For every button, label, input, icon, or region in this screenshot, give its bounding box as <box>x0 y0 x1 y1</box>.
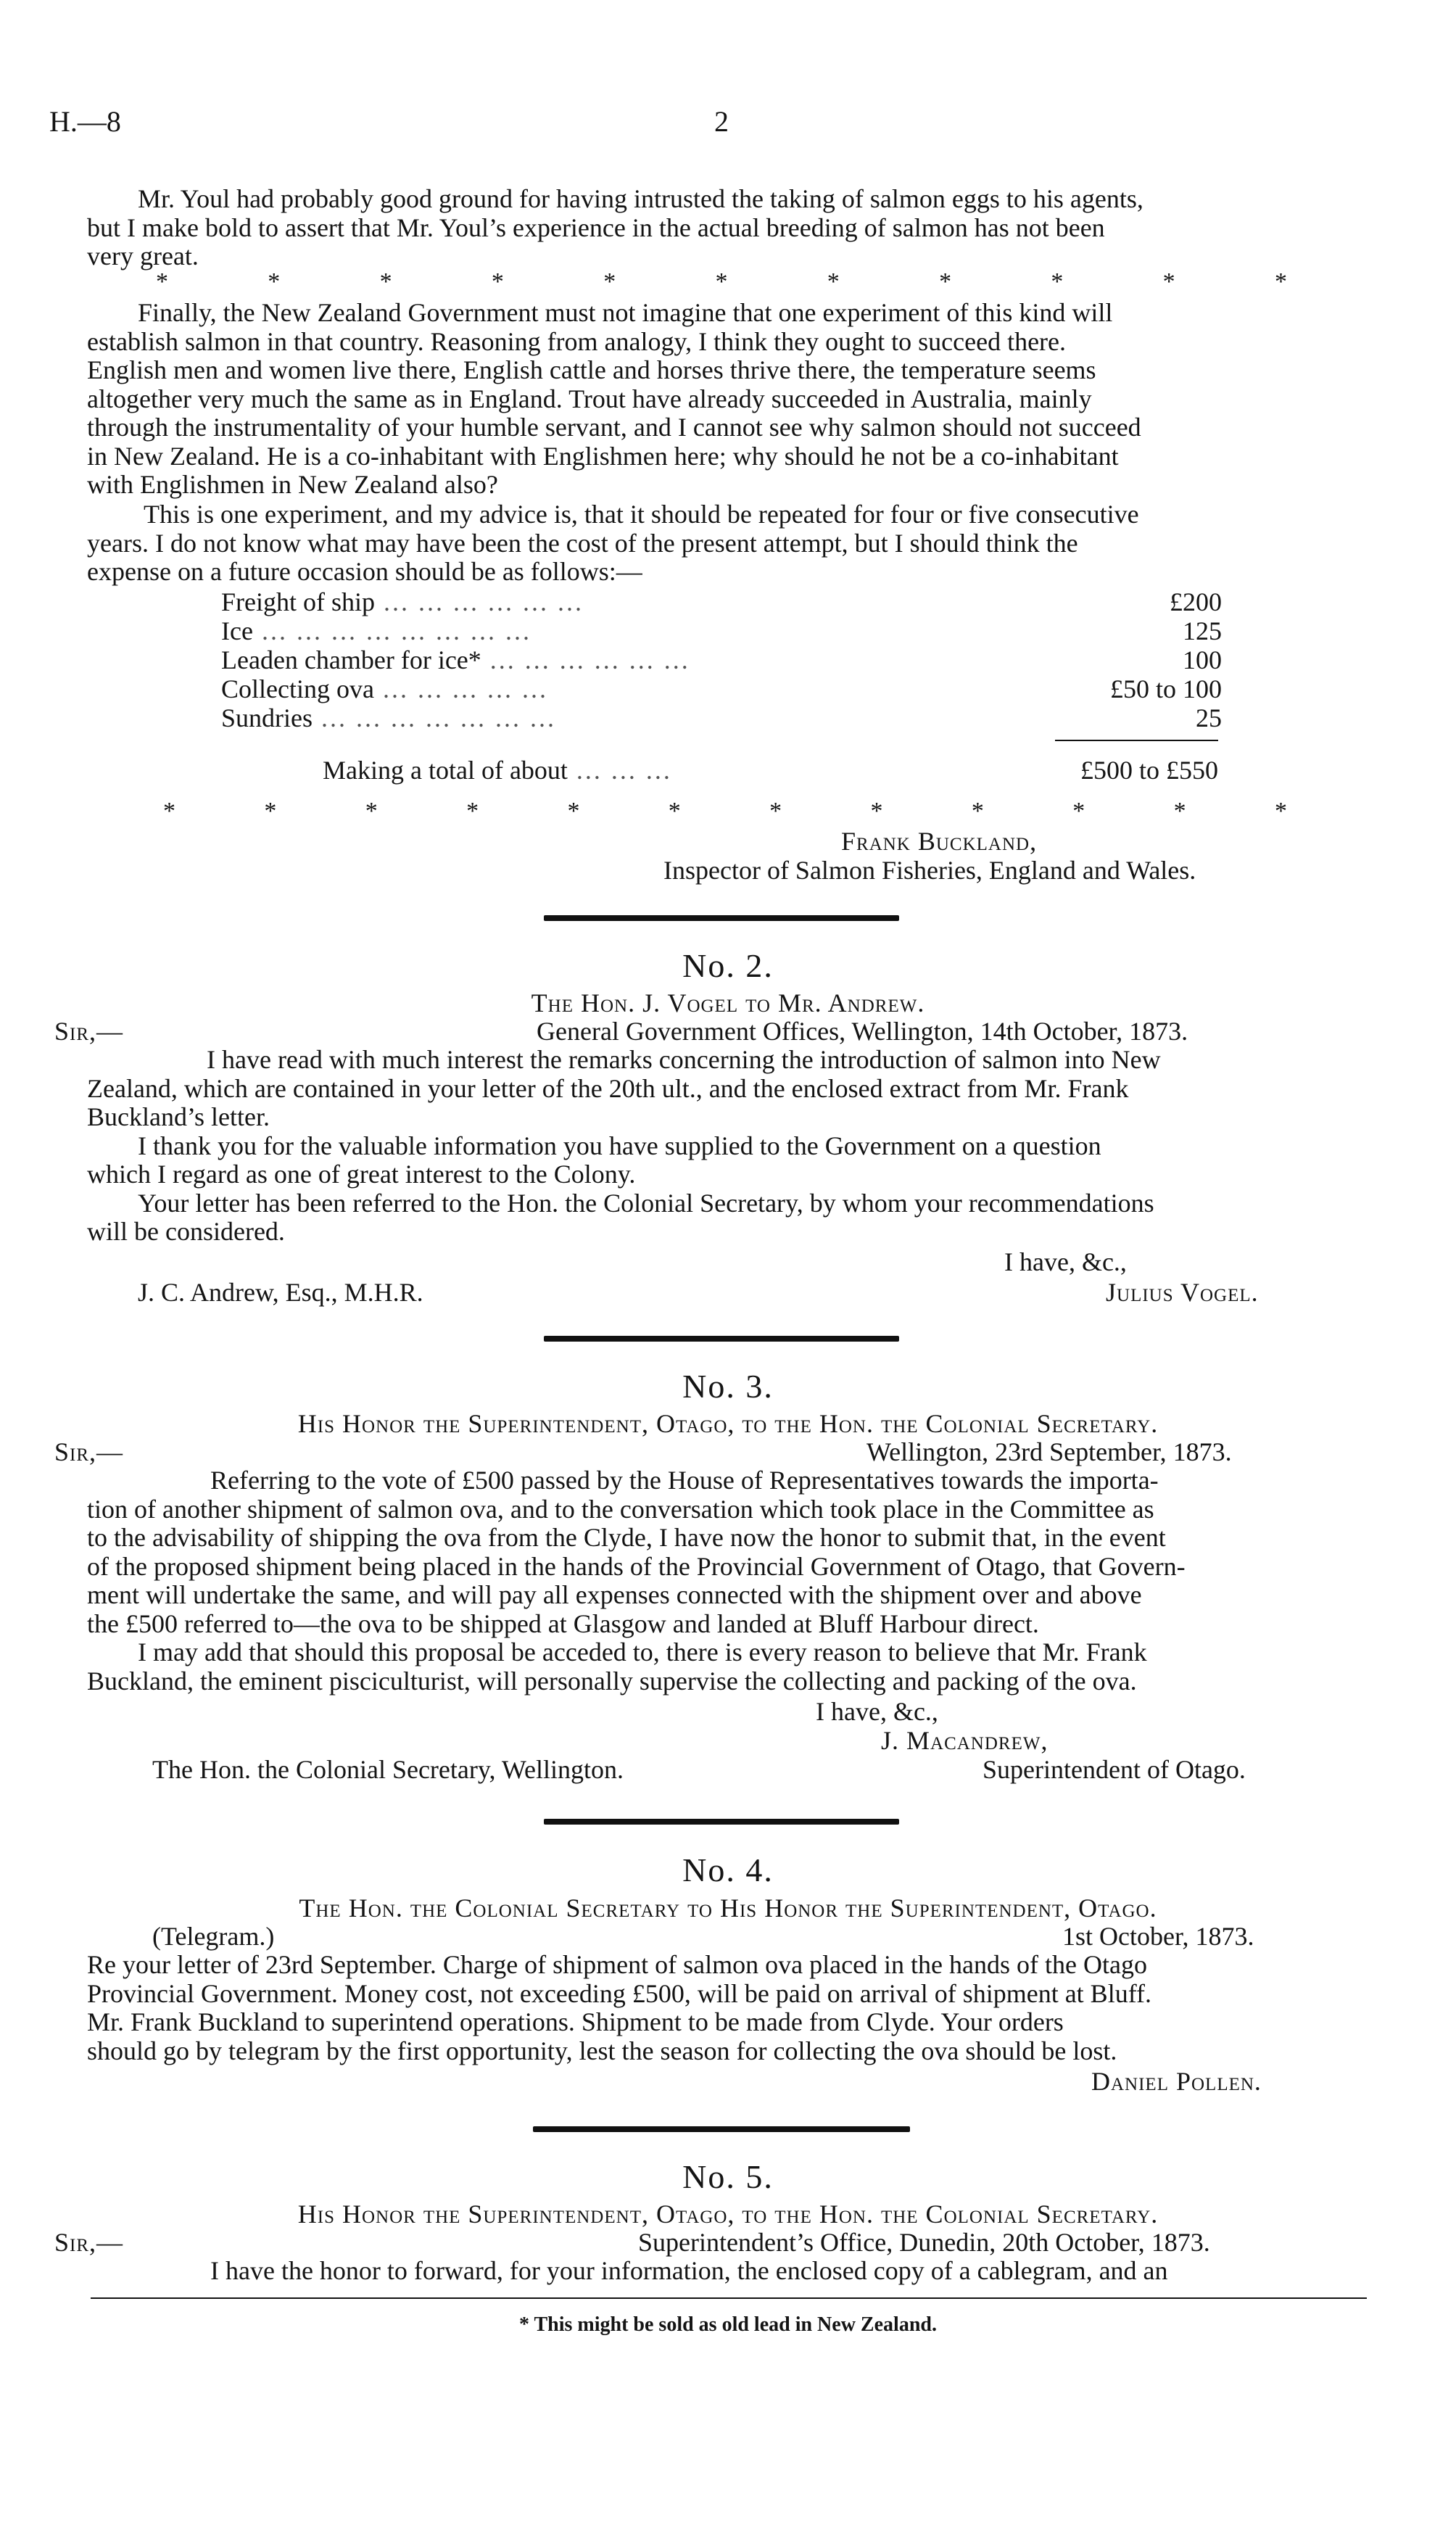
telegram-label: (Telegram.) <box>152 1922 275 1951</box>
text-line: very great. <box>87 241 199 270</box>
signature: J. Macandrew, <box>881 1726 1048 1755</box>
star: * <box>163 798 175 825</box>
signature-title: Inspector of Salmon Fisheries, England and Wales. <box>663 856 1196 885</box>
text-line: I may add that should this proposal be acceded to, there is every reason to believe that Mr. Frank <box>138 1638 1147 1667</box>
letter-body-no2 <box>87 1046 1367 1247</box>
signature: Daniel Pollen. <box>1091 2067 1262 2096</box>
cost-amount: 25 <box>1196 703 1222 732</box>
cost-row <box>221 674 1222 703</box>
cost-amount: £50 to 100 <box>1109 674 1222 703</box>
text-line: Finally, the New Zealand Government must not imagine that one experiment of this kind will <box>138 298 1113 327</box>
footnote: * This might be sold as old lead in New Zealand. <box>519 2313 937 2336</box>
cost-row <box>221 587 1222 616</box>
text-line: tion of another shipment of salmon ova, and to the conversation which took place in the Committee as <box>87 1494 1154 1524</box>
leader-dots: ... ... ... ... ... ... ... ... <box>252 616 531 645</box>
text-line: I have read with much interest the remarks concerning the introduction of salmon into New <box>207 1045 1161 1074</box>
star: * <box>1162 268 1175 295</box>
cost-item: Freight of ship <box>221 587 375 616</box>
letter-body-no4 <box>87 1951 1367 2065</box>
star: * <box>365 798 378 825</box>
text-line: I have the honor to forward, for your information, the enclosed copy of a cablegram, and an <box>210 2256 1168 2285</box>
salutation: Sir,— <box>54 1017 124 1046</box>
section-divider <box>544 1819 899 1825</box>
cost-amount: 100 <box>1183 645 1222 674</box>
place-date: Superintendent’s Office, Dunedin, 20th October, 1873. <box>638 2228 1210 2257</box>
letter-title-no3: His Honor the Superintendent, Otago, to the Hon. the Colonial Secretary. <box>297 1409 1159 1438</box>
text-line: in New Zealand. He is a co-inhabitant with Englishmen here; why should he not be a co-inhabitant <box>87 441 1119 471</box>
leader-dots: ... ... ... <box>567 756 672 785</box>
document-reference: H.—8 <box>49 105 121 138</box>
date: 1st October, 1873. <box>1062 1922 1254 1951</box>
text-line: but I make bold to assert that Mr. Youl’s experience in the actual breeding of salmon has not been <box>87 212 1105 242</box>
star: * <box>264 798 277 825</box>
text-line: through the instrumentality of your humble servant, and I cannot see why salmon should not succeed <box>87 413 1141 442</box>
text-line: expense on a future occasion should be as follows:— <box>87 557 642 586</box>
text-line: altogether very much the same as in England. Trout have already succeeded in Australia, mainly <box>87 384 1092 413</box>
section-heading-no2: No. 2. <box>682 947 774 984</box>
cost-amount: 125 <box>1183 616 1222 645</box>
star: * <box>1274 798 1287 825</box>
text-line: will be considered. <box>87 1217 285 1246</box>
cost-amount: £200 <box>1170 587 1222 616</box>
star-separator <box>156 268 1287 296</box>
star: * <box>1274 268 1287 295</box>
text-line: Your letter has been referred to the Hon. the Colonial Secretary, by whom your recommendations <box>138 1188 1154 1218</box>
footnote-rule <box>91 2297 1367 2299</box>
text-line: Buckland’s letter. <box>87 1102 270 1131</box>
cost-item: Collecting ova <box>221 674 374 703</box>
star: * <box>491 268 504 295</box>
section-divider <box>544 915 899 921</box>
text-line: to the advisability of shipping the ova from the Clyde, I have now the honor to submit that, in the event <box>87 1523 1166 1552</box>
text-line: I thank you for the valuable information you have supplied to the Government on a question <box>138 1131 1101 1160</box>
extract-paragraph-3 <box>87 500 1367 587</box>
text-line: Provincial Government. Money cost, not exceeding £500, will be paid on arrival of shipment at Bluff. <box>87 1978 1152 2008</box>
closing: I have, &c., <box>1004 1247 1127 1276</box>
star: * <box>1072 798 1085 825</box>
text-line: ment will undertake the same, and will pay all expenses connected with the shipment over and above <box>87 1580 1142 1609</box>
signature-title: Superintendent of Otago. <box>983 1755 1246 1784</box>
signature: Frank Buckland, <box>841 827 1038 856</box>
star-separator <box>163 798 1287 825</box>
star: * <box>156 268 168 295</box>
total-amount: £500 to £550 <box>1080 756 1218 785</box>
star: * <box>668 798 681 825</box>
text-line: years. I do not know what may have been the cost of the present attempt, but I should think the <box>87 528 1078 558</box>
letter-body-no5 <box>87 2257 1367 2286</box>
section-divider <box>544 1336 899 1342</box>
star: * <box>567 798 580 825</box>
text-line: Referring to the vote of £500 passed by the House of Representatives towards the importa- <box>210 1466 1159 1495</box>
cost-item: Ice <box>221 616 253 645</box>
signature: Julius Vogel. <box>1106 1278 1259 1307</box>
addressee: J. C. Andrew, Esq., M.H.R. <box>138 1278 423 1307</box>
star: * <box>715 268 728 295</box>
cost-row <box>221 645 1222 674</box>
text-line: the £500 referred to—the ova to be shipped at Glasgow and landed at Bluff Harbour direct. <box>87 1608 1039 1638</box>
cost-table <box>221 587 1222 732</box>
cost-item: Leaden chamber for ice* <box>221 645 481 674</box>
letter-title-no2: The Hon. J. Vogel to Mr. Andrew. <box>531 988 925 1017</box>
total-label <box>323 756 672 785</box>
text-line: Mr. Frank Buckland to superintend operations. Shipment to be made from Clyde. Your orders <box>87 2007 1064 2036</box>
star: * <box>466 798 479 825</box>
text-line: which I regard as one of great interest to the Colony. <box>87 1160 636 1189</box>
section-heading-no4: No. 4. <box>682 1851 774 1888</box>
text-line: Zealand, which are contained in your letter of the 20th ult., and the enclosed extract from Mr. Frank <box>87 1073 1129 1103</box>
total-rule <box>1055 740 1218 741</box>
section-heading-no3: No. 3. <box>682 1368 774 1405</box>
leader-dots: ... ... ... ... ... ... <box>375 587 584 616</box>
salutation: Sir,— <box>54 2228 124 2257</box>
closing: I have, &c., <box>816 1697 938 1726</box>
star: * <box>1051 268 1064 295</box>
star: * <box>268 268 281 295</box>
letter-title-no4: The Hon. the Colonial Secretary to His Honor the Superintendent, Otago. <box>299 1893 1157 1923</box>
text-line: establish salmon in that country. Reasoning from analogy, I think they ought to succeed there. <box>87 326 1067 356</box>
salutation: Sir,— <box>54 1437 124 1466</box>
total-label-text: Making a total of about <box>323 756 568 785</box>
cost-row <box>221 703 1222 732</box>
leader-dots: ... ... ... ... ... ... ... <box>313 703 556 732</box>
page-number: 2 <box>714 105 729 138</box>
text-line: Re your letter of 23rd September. Charge of shipment of salmon ova placed in the hands of the Otago <box>87 1950 1147 1979</box>
text-line: of the proposed shipment being placed in the hands of the Provincial Government of Otago, that Govern- <box>87 1551 1186 1581</box>
star: * <box>603 268 616 295</box>
section-heading-no5: No. 5. <box>682 2158 774 2195</box>
letter-body-no3 <box>87 1466 1367 1696</box>
cost-row <box>221 616 1222 645</box>
leader-dots: ... ... ... ... ... <box>373 674 548 703</box>
extract-paragraph-1 <box>87 185 1367 271</box>
text-line: with Englishmen in New Zealand also? <box>87 470 498 499</box>
place-date: Wellington, 23rd September, 1873. <box>866 1437 1232 1466</box>
letter-title-no5: His Honor the Superintendent, Otago, to the Hon. the Colonial Secretary. <box>297 2200 1159 2229</box>
cost-item: Sundries <box>221 703 313 732</box>
star: * <box>870 798 883 825</box>
addressee: The Hon. the Colonial Secretary, Wellington. <box>152 1755 624 1784</box>
star: * <box>827 268 840 295</box>
text-line: This is one experiment, and my advice is, that it should be repeated for four or five consecutive <box>144 500 1139 529</box>
text-line: Mr. Youl had probably good ground for having intrusted the taking of salmon eggs to his agents, <box>138 184 1143 213</box>
place-date: General Government Offices, Wellington, 14th October, 1873. <box>537 1017 1188 1046</box>
star: * <box>971 798 984 825</box>
section-divider <box>533 2126 910 2132</box>
text-line: English men and women live there, English cattle and horses thrive there, the temperature seems <box>87 355 1096 384</box>
text-line: Buckland, the eminent pisciculturist, will personally supervise the collecting and packing of the ova. <box>87 1666 1137 1696</box>
star: * <box>939 268 952 295</box>
extract-paragraph-2 <box>87 299 1367 500</box>
star: * <box>379 268 392 295</box>
text-line: should go by telegram by the first opportunity, lest the season for collecting the ova should be lost. <box>87 2036 1117 2065</box>
star: * <box>1173 798 1186 825</box>
star: * <box>769 798 782 825</box>
leader-dots: ... ... ... ... ... ... <box>481 645 690 674</box>
